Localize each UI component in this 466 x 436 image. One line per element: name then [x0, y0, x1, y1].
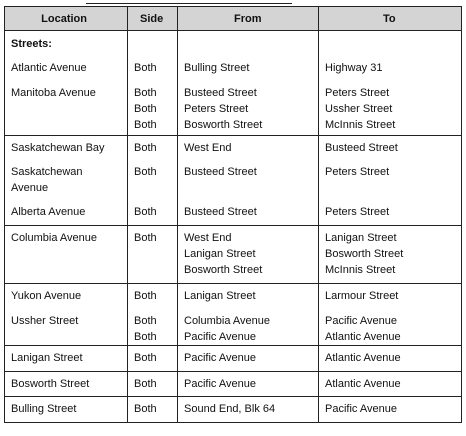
to-cell-text: Pacific Avenue [325, 315, 397, 327]
to-cell [319, 81, 462, 135]
side-cell-text: Both [134, 141, 157, 154]
empty-cell [178, 31, 319, 57]
side-cell [128, 346, 178, 372]
from-cell-text: Busteed Street [184, 87, 257, 99]
side-cell-text: Both [134, 119, 157, 131]
location-cell [5, 372, 128, 397]
side-cell-text: Both [134, 378, 157, 390]
to-cell [319, 225, 462, 283]
to-cell-text: Pacific Avenue [325, 403, 397, 415]
from-cell [178, 346, 319, 372]
side-cell-text: Both [134, 87, 157, 99]
parking-restrictions-table [4, 6, 462, 423]
to-cell-text: Highway 31 [325, 62, 383, 74]
location-cell-text: Bulling Street [11, 403, 77, 415]
to-cell-text: Bosworth Street [325, 247, 404, 260]
to-cell-text: Peters Street [325, 206, 390, 218]
from-cell-text: Bosworth Street [184, 263, 263, 276]
from-cell [178, 160, 319, 200]
header-location: Location [5, 7, 128, 31]
empty-cell [128, 31, 178, 57]
header-from: From [178, 7, 319, 31]
from-cell [178, 225, 319, 283]
to-cell-text: Peters Street [325, 166, 390, 178]
from-cell-text: Sound End, Blk 64 [184, 403, 276, 415]
from-cell-text: Columbia Avenue [184, 315, 271, 327]
to-cell [319, 135, 462, 160]
to-cell [319, 200, 462, 225]
location-cell [5, 135, 128, 160]
side-cell-text: Both [134, 352, 157, 364]
table-row [5, 372, 462, 397]
to-cell [319, 56, 462, 81]
side-cell [128, 56, 178, 81]
location-cell-text: Bosworth Street [11, 378, 90, 390]
from-cell [178, 397, 319, 423]
from-cell [178, 56, 319, 81]
location-cell [5, 81, 128, 135]
from-cell-text: Pacific Avenue [184, 331, 256, 343]
location-cell-text: Alberta Avenue [11, 206, 86, 218]
side-cell [128, 397, 178, 423]
to-cell [319, 346, 462, 372]
from-cell-text: Lanigan Street [184, 247, 256, 260]
to-cell-text: Atlantic Avenue [325, 352, 401, 364]
location-cell-text: Saskatchewan Avenue [11, 166, 83, 194]
side-cell-text: Both [134, 331, 157, 343]
location-cell [5, 160, 128, 200]
from-cell-text: West End [184, 231, 232, 244]
location-cell [5, 283, 128, 309]
table-row [5, 200, 462, 225]
location-cell-text: Columbia Avenue [11, 231, 98, 244]
location-cell-text: Saskatchewan Bay [11, 141, 105, 154]
to-cell-text: McInnis Street [325, 119, 396, 131]
section-label: Streets: [11, 37, 52, 50]
side-cell-text: Both [134, 289, 157, 302]
to-cell [319, 309, 462, 346]
side-cell [128, 135, 178, 160]
side-cell-text: Both [134, 315, 157, 327]
side-cell-text: Both [134, 166, 157, 178]
to-cell-text: Lanigan Street [325, 231, 397, 244]
from-cell [178, 200, 319, 225]
table-row [5, 56, 462, 81]
header-to: To [319, 7, 462, 31]
section-row [5, 31, 462, 57]
location-cell [5, 225, 128, 283]
from-cell [178, 81, 319, 135]
side-cell [128, 81, 178, 135]
to-cell-text: Peters Street [325, 87, 390, 99]
location-cell [5, 200, 128, 225]
section-label-cell [5, 31, 128, 57]
side-cell [128, 160, 178, 200]
location-cell-text: Ussher Street [11, 315, 79, 327]
from-cell [178, 283, 319, 309]
location-cell-text: Yukon Avenue [11, 289, 82, 302]
header-side: Side [128, 7, 178, 31]
location-cell-text: Atlantic Avenue [11, 62, 87, 74]
to-cell-text: Atlantic Avenue [325, 331, 401, 343]
table-row [5, 309, 462, 346]
to-cell-text: Atlantic Avenue [325, 378, 401, 390]
side-cell-text: Both [134, 206, 157, 218]
title-underline [86, 0, 292, 4]
side-cell [128, 309, 178, 346]
from-cell-text: Bosworth Street [184, 119, 263, 131]
from-cell-text: Pacific Avenue [184, 352, 256, 364]
to-cell [319, 397, 462, 423]
table-row [5, 397, 462, 423]
location-cell [5, 56, 128, 81]
table-row [5, 160, 462, 200]
side-cell-text: Both [134, 62, 157, 74]
from-cell-text: Busteed Street [184, 206, 257, 218]
empty-cell [319, 31, 462, 57]
table-row [5, 283, 462, 309]
side-cell [128, 372, 178, 397]
from-cell [178, 309, 319, 346]
side-cell [128, 225, 178, 283]
side-cell-text: Both [134, 103, 157, 115]
from-cell [178, 135, 319, 160]
from-cell-text: Pacific Avenue [184, 378, 256, 390]
table-row [5, 81, 462, 135]
location-cell [5, 346, 128, 372]
from-cell [178, 372, 319, 397]
table-row [5, 225, 462, 283]
table-row [5, 346, 462, 372]
to-cell-text: Larmour Street [325, 289, 399, 302]
to-cell [319, 283, 462, 309]
to-cell-text: Busteed Street [325, 141, 398, 154]
side-cell-text: Both [134, 403, 157, 415]
location-cell [5, 397, 128, 423]
side-cell [128, 200, 178, 225]
table-row [5, 135, 462, 160]
from-cell-text: Busteed Street [184, 166, 257, 178]
side-cell [128, 283, 178, 309]
location-cell-text: Lanigan Street [11, 352, 83, 364]
from-cell-text: Peters Street [184, 103, 249, 115]
header-row [5, 7, 462, 31]
side-cell-text: Both [134, 231, 157, 244]
from-cell-text: West End [184, 141, 232, 154]
to-cell [319, 372, 462, 397]
from-cell-text: Bulling Street [184, 62, 250, 74]
location-cell-text: Manitoba Avenue [11, 87, 96, 99]
to-cell-text: Ussher Street [325, 103, 393, 115]
to-cell [319, 160, 462, 200]
from-cell-text: Lanigan Street [184, 289, 256, 302]
location-cell [5, 309, 128, 346]
to-cell-text: McInnis Street [325, 263, 396, 276]
